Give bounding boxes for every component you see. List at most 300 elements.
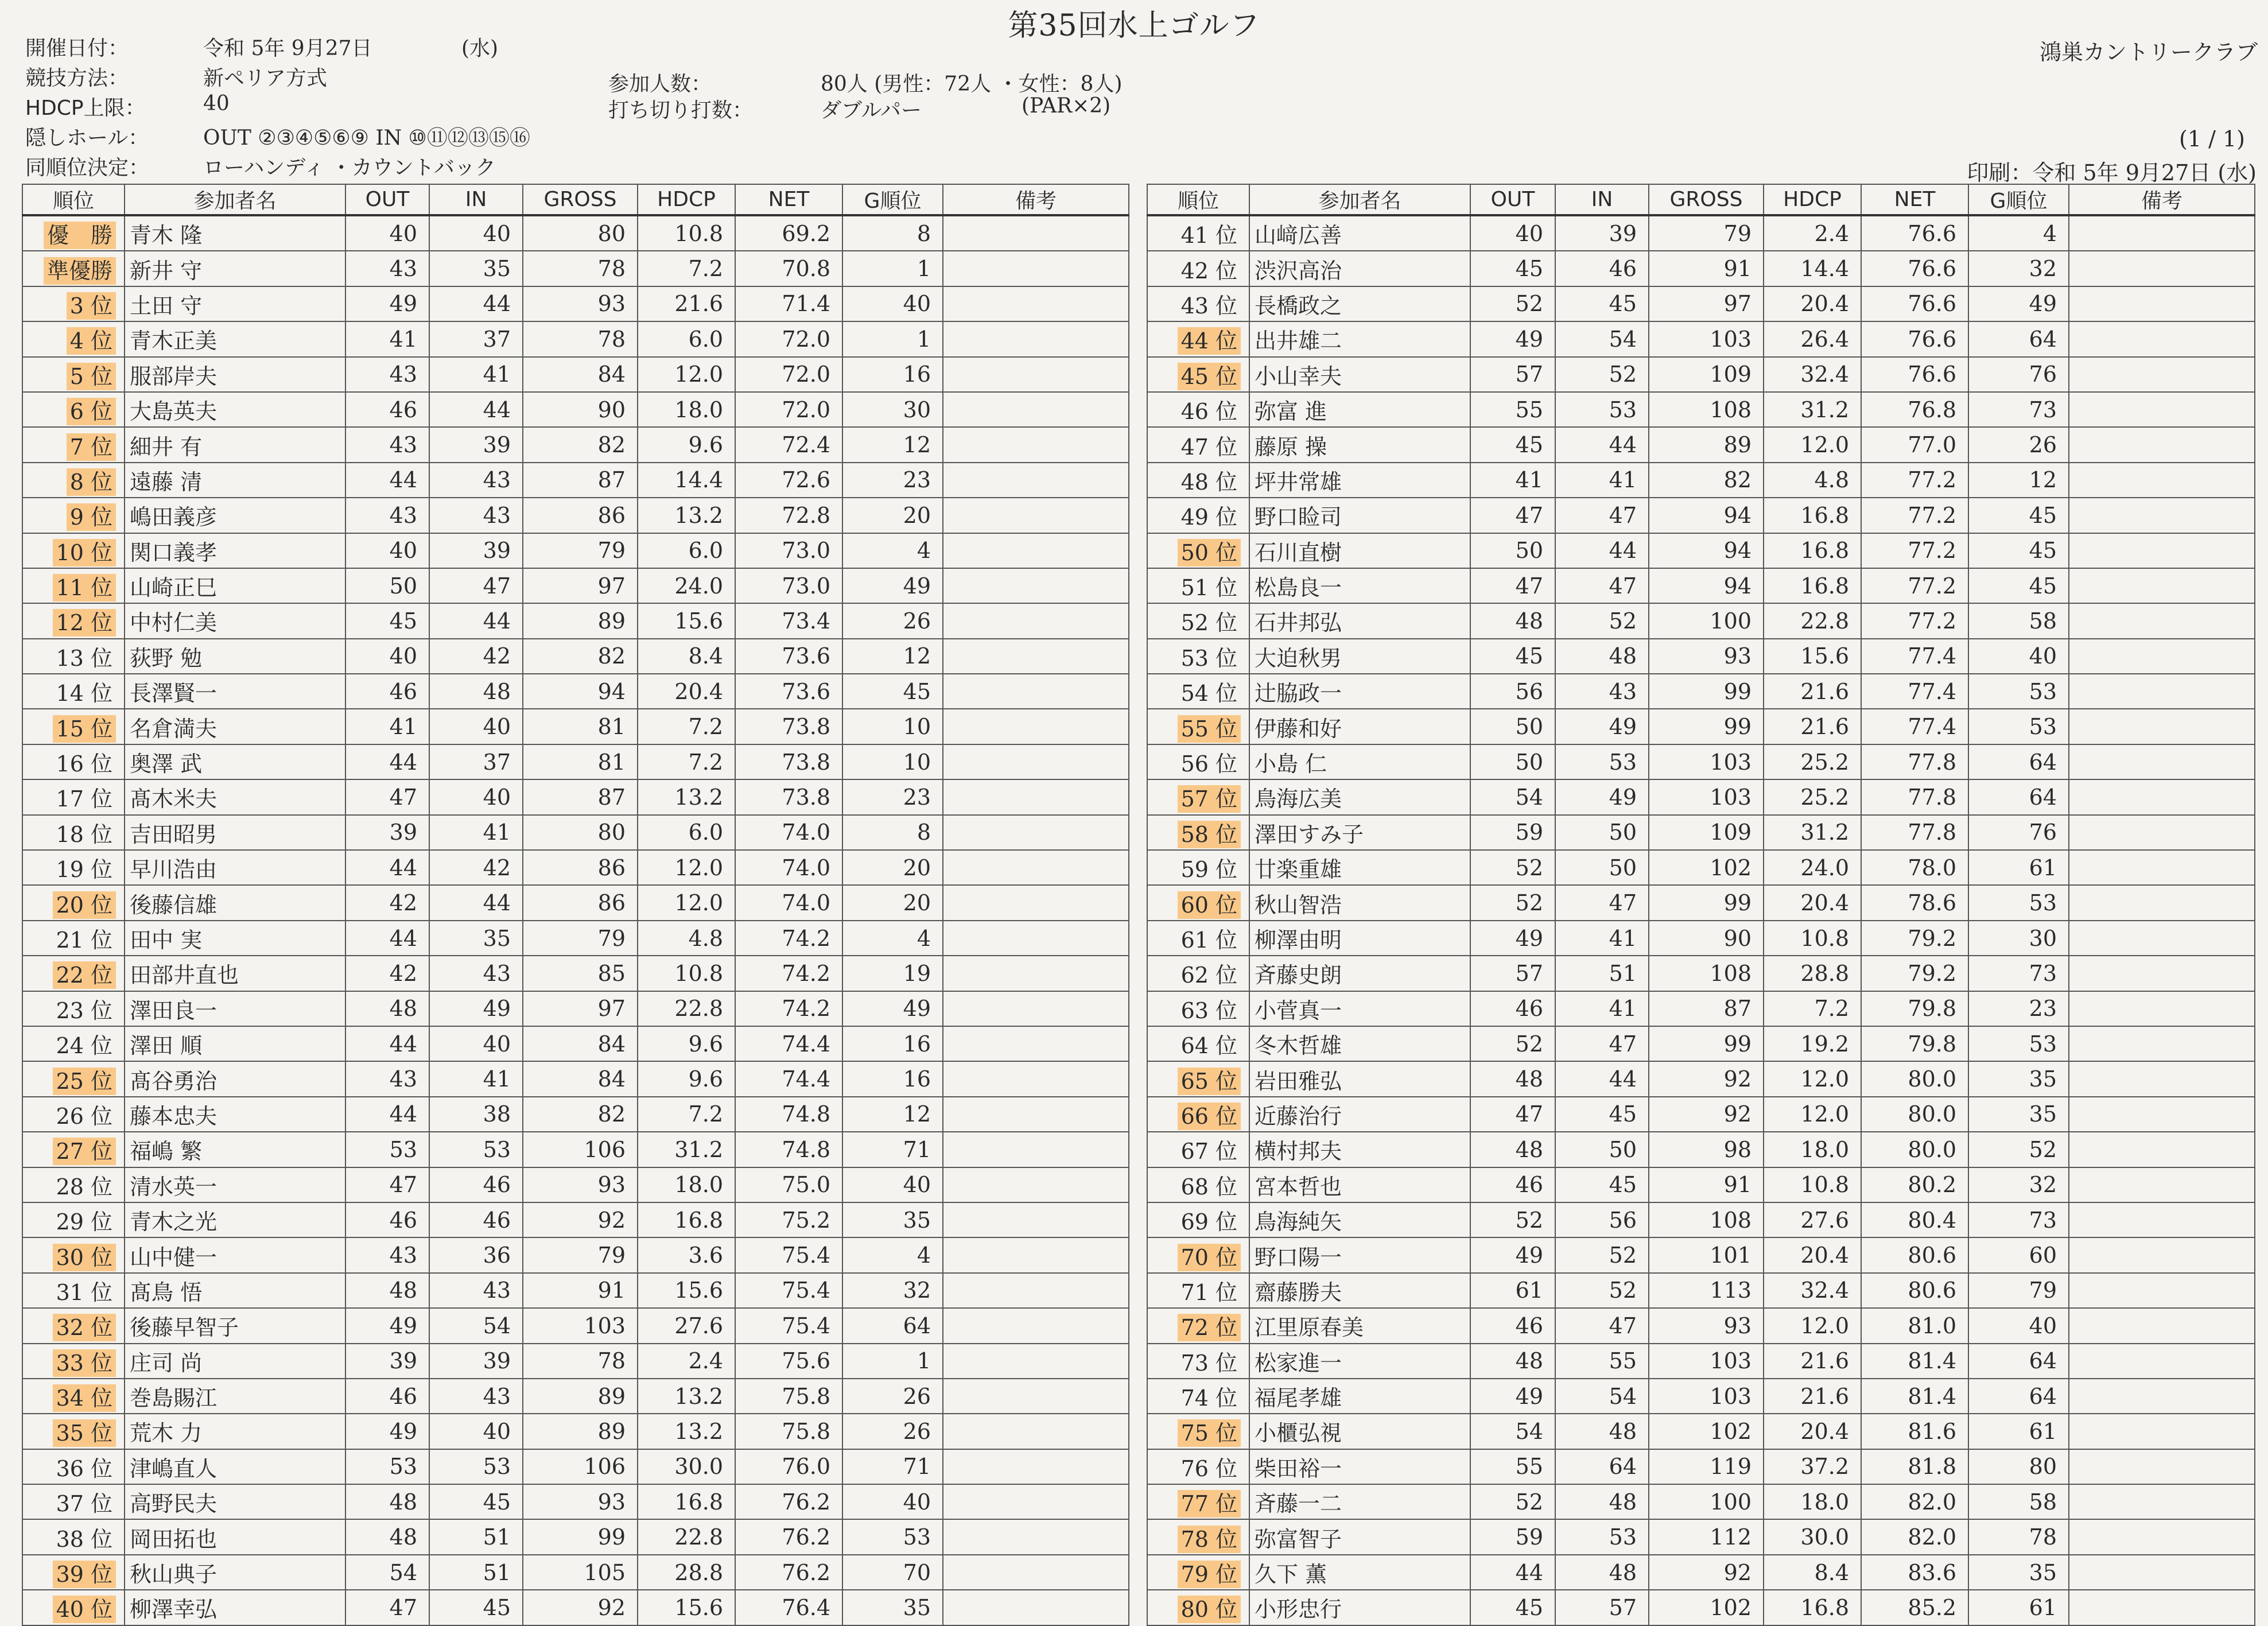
net-score: 80.4 xyxy=(1861,1202,1968,1237)
remarks-cell xyxy=(943,463,1129,498)
rank-label: 35 位 xyxy=(53,1419,116,1447)
remarks-cell xyxy=(2069,1414,2255,1449)
in-score: 53 xyxy=(1555,1519,1649,1554)
rank-cell xyxy=(1147,1449,1249,1484)
hdcp-value: 19.2 xyxy=(1764,1026,1861,1061)
hdcp-value: 24.0 xyxy=(1764,850,1861,885)
gross-score: 102 xyxy=(1649,850,1764,885)
table-row xyxy=(22,885,1129,920)
table-row xyxy=(22,427,1129,462)
gross-rank: 1 xyxy=(842,1344,943,1379)
out-score: 59 xyxy=(1470,815,1555,850)
table-row xyxy=(1147,1132,2255,1167)
table-row xyxy=(1147,744,2255,779)
rank-label: 61 位 xyxy=(1180,928,1237,953)
out-score: 45 xyxy=(1470,251,1555,286)
gross-score: 112 xyxy=(1649,1519,1764,1554)
hdcp-value: 14.4 xyxy=(1764,251,1861,286)
rank-label: 22 位 xyxy=(53,961,116,989)
gross-rank: 35 xyxy=(842,1590,943,1625)
print-date: 印刷：令和 5年 9月27日 (水) xyxy=(1967,160,2257,185)
gross-score: 99 xyxy=(523,1519,638,1554)
player-name: 齋藤勝夫 xyxy=(1249,1273,1470,1308)
gross-rank: 16 xyxy=(842,1061,943,1096)
in-score: 35 xyxy=(429,921,523,956)
table-row xyxy=(1147,568,2255,603)
in-score: 53 xyxy=(429,1449,523,1484)
rank-cell xyxy=(1147,1061,1249,1096)
gross-rank: 64 xyxy=(1968,779,2069,814)
player-name: 大島英夫 xyxy=(125,392,345,427)
gross-rank: 40 xyxy=(1968,639,2069,674)
rank-label: 41 位 xyxy=(1180,223,1237,249)
rank-cell xyxy=(1147,744,1249,779)
hdcp-value: 18.0 xyxy=(1764,1132,1861,1167)
out-score: 46 xyxy=(1470,1308,1555,1343)
player-name: 山中健一 xyxy=(125,1237,345,1272)
hdcp-value: 25.2 xyxy=(1764,744,1861,779)
table-row xyxy=(1147,1202,2255,1237)
net-score: 79.2 xyxy=(1861,956,1968,991)
player-name: 鳥海広美 xyxy=(1249,779,1470,814)
net-score: 81.0 xyxy=(1861,1308,1968,1343)
remarks-cell xyxy=(2069,251,2255,286)
rank-cell xyxy=(22,991,125,1026)
net-score: 73.8 xyxy=(735,779,842,814)
header-name: 参加者名 xyxy=(1249,184,1470,215)
gross-rank: 4 xyxy=(1968,215,2069,251)
net-score: 71.4 xyxy=(735,286,842,321)
table-row xyxy=(1147,1273,2255,1308)
rank-label: 15 位 xyxy=(53,715,116,743)
player-name: 青木正美 xyxy=(125,321,345,356)
table-row xyxy=(22,215,1129,251)
hidden-label: 隠しホール： xyxy=(25,126,149,150)
table-row xyxy=(22,1026,1129,1061)
in-score: 41 xyxy=(429,815,523,850)
header-net: NET xyxy=(735,184,842,215)
remarks-cell xyxy=(943,1414,1129,1449)
player-name: 岡田拓也 xyxy=(125,1519,345,1554)
hdcp-value: 15.6 xyxy=(638,1273,735,1308)
header-in: IN xyxy=(429,184,523,215)
gross-score: 106 xyxy=(523,1132,638,1167)
in-score: 48 xyxy=(429,674,523,709)
gross-rank: 40 xyxy=(842,1167,943,1202)
in-score: 49 xyxy=(1555,709,1649,744)
player-name: 秋山智浩 xyxy=(1249,885,1470,920)
out-score: 47 xyxy=(1470,568,1555,603)
rank-cell xyxy=(22,885,125,920)
net-score: 76.6 xyxy=(1861,286,1968,321)
out-score: 45 xyxy=(1470,639,1555,674)
cutoff-value: ダブルパー xyxy=(821,99,922,122)
player-name: 伊藤和好 xyxy=(1249,709,1470,744)
header-g-rank: G順位 xyxy=(1968,184,2069,215)
rank-cell xyxy=(22,709,125,744)
rank-label: 56 位 xyxy=(1180,751,1237,777)
remarks-cell xyxy=(943,1379,1129,1414)
out-score: 48 xyxy=(345,1519,429,1554)
net-score: 74.0 xyxy=(735,885,842,920)
remarks-cell xyxy=(943,1132,1129,1167)
hdcp-value: 7.2 xyxy=(638,1097,735,1132)
player-name: 土田 守 xyxy=(125,286,345,321)
remarks-cell xyxy=(943,498,1129,533)
gross-score: 87 xyxy=(523,779,638,814)
table-row xyxy=(22,1590,1129,1625)
in-score: 51 xyxy=(1555,956,1649,991)
rank-cell xyxy=(22,498,125,533)
out-score: 46 xyxy=(1470,1167,1555,1202)
net-score: 76.6 xyxy=(1861,321,1968,356)
hdcp-value: 16.8 xyxy=(638,1202,735,1237)
gross-rank: 49 xyxy=(842,991,943,1026)
table-row xyxy=(1147,1555,2255,1590)
table-row xyxy=(1147,392,2255,427)
table-row xyxy=(22,1555,1129,1590)
table-row xyxy=(22,1344,1129,1379)
net-score: 77.4 xyxy=(1861,674,1968,709)
out-score: 43 xyxy=(345,498,429,533)
gross-score: 82 xyxy=(523,1097,638,1132)
player-name: 岩田雅弘 xyxy=(1249,1061,1470,1096)
player-name: 柳澤幸弘 xyxy=(125,1590,345,1625)
rank-cell xyxy=(1147,463,1249,498)
table-row xyxy=(22,956,1129,991)
gross-rank: 30 xyxy=(842,392,943,427)
gross-score: 100 xyxy=(1649,1484,1764,1519)
in-score: 48 xyxy=(1555,1484,1649,1519)
hdcp-value: 20.4 xyxy=(638,674,735,709)
rank-cell xyxy=(22,1167,125,1202)
net-score: 77.0 xyxy=(1861,427,1968,462)
participants-label: 参加人数： xyxy=(608,72,712,96)
hdcp-value: 22.8 xyxy=(638,991,735,1026)
gross-rank: 16 xyxy=(842,1026,943,1061)
player-name: 柳澤由明 xyxy=(1249,921,1470,956)
in-score: 41 xyxy=(429,1061,523,1096)
rank-cell xyxy=(1147,1555,1249,1590)
net-score: 80.6 xyxy=(1861,1273,1968,1308)
rank-cell xyxy=(1147,603,1249,638)
in-score: 48 xyxy=(1555,1414,1649,1449)
hdcp-value: 18.0 xyxy=(638,1167,735,1202)
gross-rank: 40 xyxy=(1968,1308,2069,1343)
out-score: 44 xyxy=(345,850,429,885)
rank-label: 優 勝 xyxy=(44,222,116,249)
hdcp-value: 7.2 xyxy=(638,744,735,779)
rank-cell xyxy=(22,392,125,427)
table-row xyxy=(1147,357,2255,392)
in-score: 44 xyxy=(429,885,523,920)
hdcp-value: 10.8 xyxy=(1764,1167,1861,1202)
gross-score: 99 xyxy=(1649,885,1764,920)
gross-score: 103 xyxy=(523,1308,638,1343)
out-score: 52 xyxy=(1470,885,1555,920)
player-name: 澤田すみ子 xyxy=(1249,815,1470,850)
hdcp-value: 28.8 xyxy=(1764,956,1861,991)
gross-score: 82 xyxy=(523,427,638,462)
rank-label: 23 位 xyxy=(56,998,112,1023)
player-name: 関口義孝 xyxy=(125,533,345,568)
table-row xyxy=(22,815,1129,850)
player-name: 遠藤 清 xyxy=(125,463,345,498)
remarks-cell xyxy=(943,1097,1129,1132)
in-score: 54 xyxy=(429,1308,523,1343)
hdcp-value: 2.4 xyxy=(1764,215,1861,251)
remarks-cell xyxy=(2069,215,2255,251)
remarks-cell xyxy=(2069,357,2255,392)
rank-cell xyxy=(22,1202,125,1237)
gross-score: 103 xyxy=(1649,1344,1764,1379)
out-score: 46 xyxy=(1470,991,1555,1026)
rank-cell xyxy=(22,533,125,568)
gross-score: 92 xyxy=(1649,1097,1764,1132)
hdcp-value: 4.8 xyxy=(638,921,735,956)
gross-score: 86 xyxy=(523,885,638,920)
table-row xyxy=(1147,850,2255,885)
table-row xyxy=(1147,1026,2255,1061)
in-score: 64 xyxy=(1555,1449,1649,1484)
hdcp-value: 25.2 xyxy=(1764,779,1861,814)
remarks-cell xyxy=(943,568,1129,603)
out-score: 54 xyxy=(1470,779,1555,814)
out-score: 50 xyxy=(1470,744,1555,779)
player-name: 田中 実 xyxy=(125,921,345,956)
rank-label: 58 位 xyxy=(1178,821,1241,848)
player-name: 名倉満夫 xyxy=(125,709,345,744)
net-score: 73.0 xyxy=(735,568,842,603)
remarks-cell xyxy=(943,1555,1129,1590)
hdcp-value: 12.0 xyxy=(1764,427,1861,462)
out-score: 57 xyxy=(1470,956,1555,991)
gross-score: 89 xyxy=(523,1414,638,1449)
rank-cell xyxy=(1147,639,1249,674)
rank-label: 57 位 xyxy=(1178,785,1241,813)
gross-rank: 58 xyxy=(1968,603,2069,638)
in-score: 52 xyxy=(1555,357,1649,392)
in-score: 39 xyxy=(429,533,523,568)
rank-label: 60 位 xyxy=(1178,891,1241,919)
rank-label: 10 位 xyxy=(53,539,116,566)
net-score: 70.8 xyxy=(735,251,842,286)
rank-label: 4 位 xyxy=(67,327,116,355)
rank-cell xyxy=(1147,392,1249,427)
info-participants xyxy=(608,68,1123,97)
header-rank: 順位 xyxy=(22,184,125,215)
rank-label: 33 位 xyxy=(53,1349,116,1377)
player-name: 渋沢高治 xyxy=(1249,251,1470,286)
rank-label: 45 位 xyxy=(1178,363,1241,390)
in-score: 49 xyxy=(1555,779,1649,814)
gross-rank: 10 xyxy=(842,744,943,779)
player-name: 髙谷勇治 xyxy=(125,1061,345,1096)
gross-rank: 61 xyxy=(1968,850,2069,885)
out-score: 59 xyxy=(1470,1519,1555,1554)
remarks-cell xyxy=(943,709,1129,744)
gross-score: 97 xyxy=(523,568,638,603)
rank-cell xyxy=(1147,1379,1249,1414)
remarks-cell xyxy=(943,815,1129,850)
net-score: 69.2 xyxy=(735,215,842,251)
player-name: 出井雄二 xyxy=(1249,321,1470,356)
rank-cell xyxy=(22,1308,125,1343)
table-row xyxy=(1147,709,2255,744)
method-label: 競技方法： xyxy=(25,67,129,90)
remarks-cell xyxy=(2069,286,2255,321)
player-name: 荻野 勉 xyxy=(125,639,345,674)
out-score: 48 xyxy=(1470,603,1555,638)
rank-label: 44 位 xyxy=(1178,327,1241,355)
hdcp-value: 12.0 xyxy=(638,885,735,920)
gross-rank: 19 xyxy=(842,956,943,991)
out-score: 40 xyxy=(1470,215,1555,251)
header-out: OUT xyxy=(1470,184,1555,215)
remarks-cell xyxy=(943,956,1129,991)
out-score: 45 xyxy=(1470,427,1555,462)
in-score: 51 xyxy=(429,1519,523,1554)
gross-rank: 8 xyxy=(842,215,943,251)
net-score: 82.0 xyxy=(1861,1519,1968,1554)
out-score: 49 xyxy=(1470,1379,1555,1414)
rank-label: 20 位 xyxy=(53,891,116,919)
net-score: 76.6 xyxy=(1861,215,1968,251)
gross-score: 93 xyxy=(523,1484,638,1519)
hdcp-value: 13.2 xyxy=(638,1379,735,1414)
net-score: 77.4 xyxy=(1861,639,1968,674)
out-score: 41 xyxy=(345,709,429,744)
gross-rank: 35 xyxy=(1968,1061,2069,1096)
out-score: 53 xyxy=(345,1449,429,1484)
rank-cell xyxy=(1147,885,1249,920)
player-name: 荒木 力 xyxy=(125,1414,345,1449)
table-row xyxy=(1147,1590,2255,1625)
out-score: 52 xyxy=(1470,1484,1555,1519)
gross-rank: 16 xyxy=(842,357,943,392)
table-row xyxy=(1147,321,2255,356)
rank-cell xyxy=(1147,991,1249,1026)
rank-label: 39 位 xyxy=(53,1561,116,1588)
rank-label: 46 位 xyxy=(1180,399,1237,425)
player-name: 廿楽重雄 xyxy=(1249,850,1470,885)
player-name: 松家進一 xyxy=(1249,1344,1470,1379)
in-score: 57 xyxy=(1555,1590,1649,1625)
table-row xyxy=(1147,921,2255,956)
out-score: 40 xyxy=(345,215,429,251)
remarks-cell xyxy=(2069,1555,2255,1590)
hdcp-value: 24.0 xyxy=(638,568,735,603)
gross-score: 102 xyxy=(1649,1414,1764,1449)
gross-score: 103 xyxy=(1649,779,1764,814)
gross-rank: 32 xyxy=(842,1273,943,1308)
player-name: 山﨑広善 xyxy=(1249,215,1470,251)
in-score: 42 xyxy=(429,850,523,885)
hidden-value: OUT ②③④⑤⑥⑨ IN ⑩⑪⑫⑬⑮⑯ xyxy=(203,126,530,150)
net-score: 81.6 xyxy=(1861,1414,1968,1449)
remarks-cell xyxy=(2069,1519,2255,1554)
header-hdcp: HDCP xyxy=(1764,184,1861,215)
in-score: 41 xyxy=(1555,991,1649,1026)
player-name: 野口陽一 xyxy=(1249,1237,1470,1272)
player-name: 庄司 尚 xyxy=(125,1344,345,1379)
hdcp-value: 13.2 xyxy=(638,1414,735,1449)
hdcp-value: 18.0 xyxy=(638,392,735,427)
hdcp-value: 22.8 xyxy=(638,1519,735,1554)
results-table-left xyxy=(22,184,1129,1626)
out-score: 46 xyxy=(345,1202,429,1237)
remarks-cell xyxy=(943,1484,1129,1519)
rank-label: 70 位 xyxy=(1178,1244,1241,1271)
net-score: 78.6 xyxy=(1861,885,1968,920)
out-score: 50 xyxy=(1470,533,1555,568)
remarks-cell xyxy=(2069,533,2255,568)
hdcp-value: 13.2 xyxy=(638,779,735,814)
rank-label: 5 位 xyxy=(67,363,116,390)
out-score: 45 xyxy=(1470,1590,1555,1625)
hdcp-value: 9.6 xyxy=(638,427,735,462)
net-score: 77.8 xyxy=(1861,779,1968,814)
in-score: 47 xyxy=(1555,568,1649,603)
in-score: 41 xyxy=(429,357,523,392)
hdcp-value: 21.6 xyxy=(638,286,735,321)
table-row xyxy=(1147,991,2255,1026)
net-score: 73.6 xyxy=(735,674,842,709)
gross-score: 109 xyxy=(1649,815,1764,850)
player-name: 福嶋 繁 xyxy=(125,1132,345,1167)
gross-score: 93 xyxy=(1649,1308,1764,1343)
table-row xyxy=(1147,674,2255,709)
player-name: 長澤賢一 xyxy=(125,674,345,709)
rank-label: 6 位 xyxy=(67,398,116,425)
gross-score: 113 xyxy=(1649,1273,1764,1308)
gross-rank: 73 xyxy=(1968,956,2069,991)
hdcp-value: 32.4 xyxy=(1764,1273,1861,1308)
gross-rank: 61 xyxy=(1968,1590,2069,1625)
table-row xyxy=(1147,463,2255,498)
player-name: 福尾孝雄 xyxy=(1249,1379,1470,1414)
cutoff-label: 打ち切り打数： xyxy=(608,99,754,122)
out-score: 55 xyxy=(1470,1449,1555,1484)
player-name: 嶋田義彦 xyxy=(125,498,345,533)
out-score: 56 xyxy=(1470,674,1555,709)
in-score: 47 xyxy=(1555,1308,1649,1343)
gross-rank: 52 xyxy=(1968,1132,2069,1167)
net-score: 73.0 xyxy=(735,533,842,568)
out-score: 52 xyxy=(1470,1202,1555,1237)
net-score: 75.8 xyxy=(735,1379,842,1414)
rank-cell xyxy=(22,1097,125,1132)
gross-rank: 12 xyxy=(842,639,943,674)
rank-label: 73 位 xyxy=(1180,1350,1237,1376)
out-score: 49 xyxy=(1470,321,1555,356)
table-row xyxy=(22,463,1129,498)
hdcp-value: 22.8 xyxy=(1764,603,1861,638)
hdcp-value: 18.0 xyxy=(1764,1484,1861,1519)
rank-cell xyxy=(22,357,125,392)
gross-score: 94 xyxy=(1649,568,1764,603)
table-row xyxy=(22,533,1129,568)
net-score: 75.8 xyxy=(735,1414,842,1449)
remarks-cell xyxy=(2069,1097,2255,1132)
player-name: 田部井直也 xyxy=(125,956,345,991)
gross-score: 99 xyxy=(1649,709,1764,744)
out-score: 49 xyxy=(345,1308,429,1343)
net-score: 76.2 xyxy=(735,1519,842,1554)
hdcp-value: 3.6 xyxy=(638,1237,735,1272)
gross-rank: 70 xyxy=(842,1555,943,1590)
player-name: 鳥海純矢 xyxy=(1249,1202,1470,1237)
